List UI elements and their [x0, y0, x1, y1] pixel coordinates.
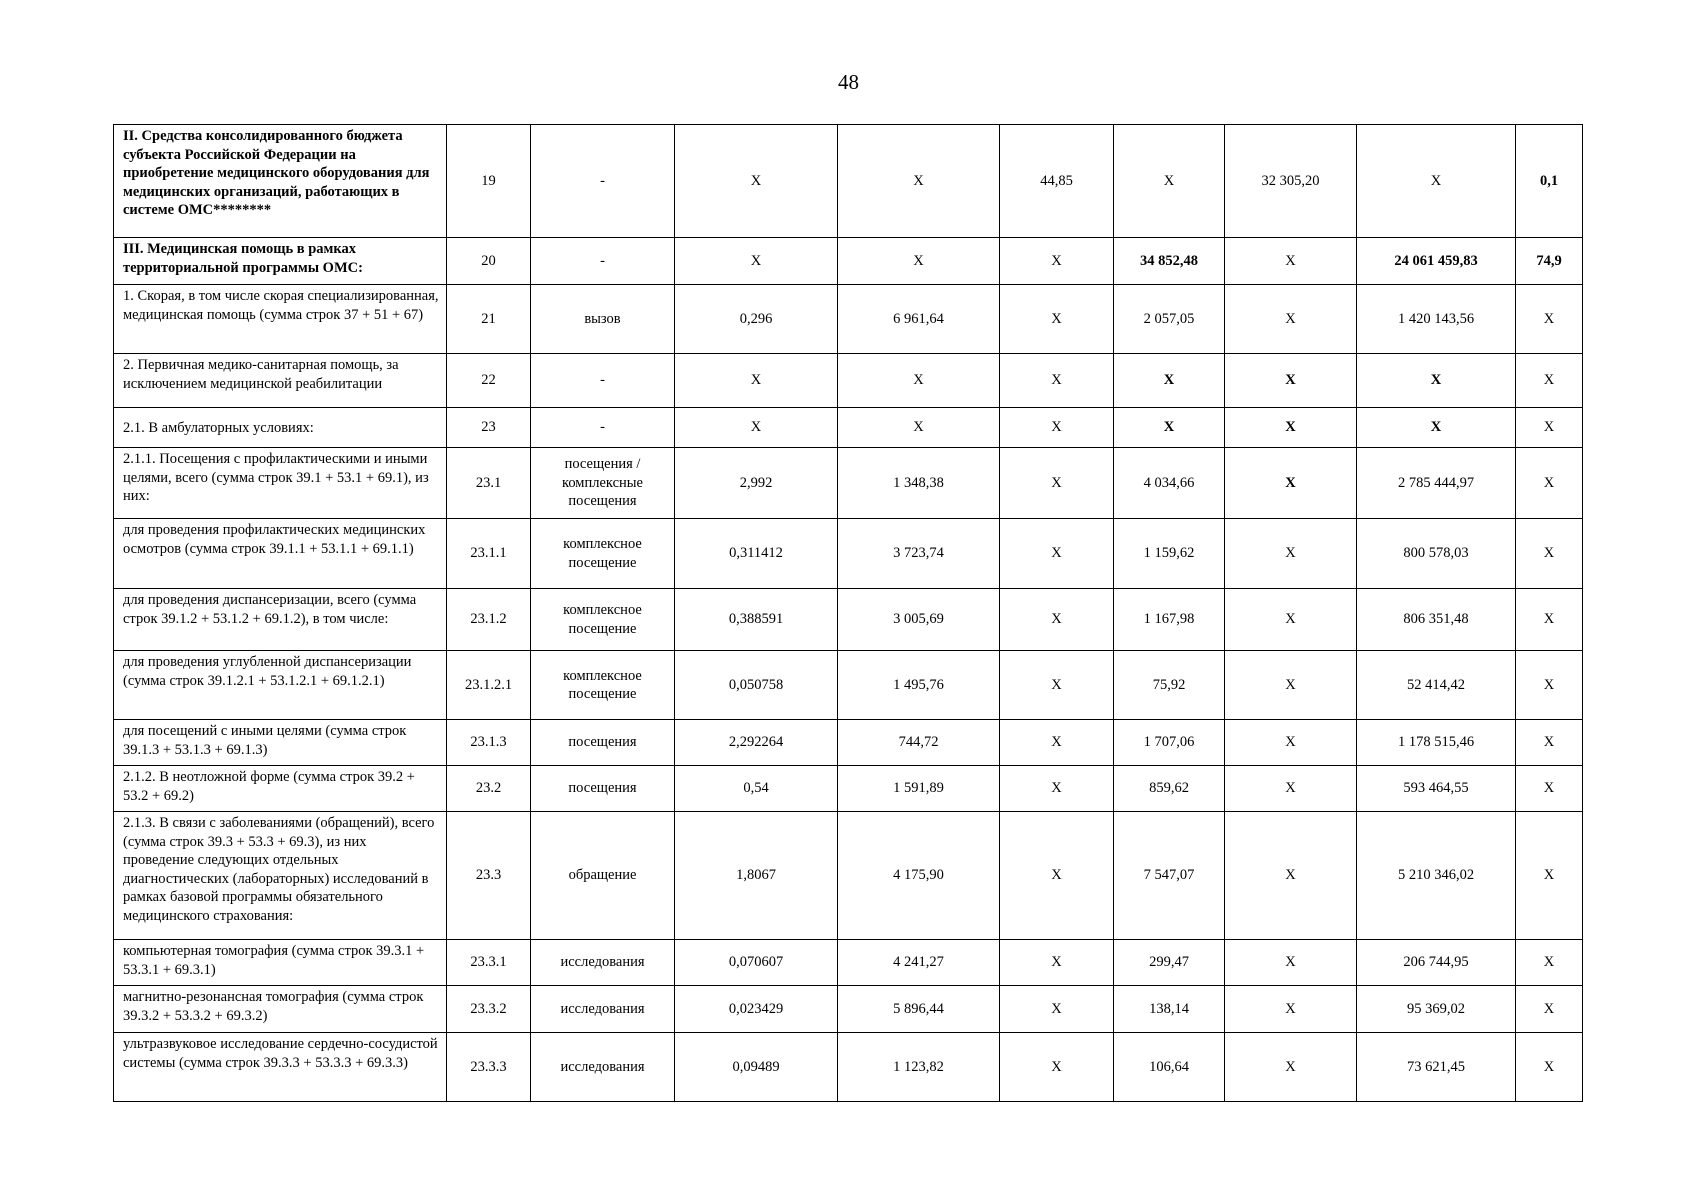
cell-per-capita-oms: 299,47 [1114, 940, 1225, 986]
row-unit: - [531, 408, 675, 448]
cell-share-percent: X [1516, 720, 1583, 766]
cell-total-budget: X [1225, 940, 1357, 986]
table-row [114, 285, 1583, 354]
table-row [114, 589, 1583, 651]
row-name: 2.1. В амбулаторных условиях: [114, 408, 447, 448]
table-row [114, 651, 1583, 720]
cell-share-percent: X [1516, 812, 1583, 940]
row-line-number: 23.3.1 [447, 940, 531, 986]
cell-total-oms: 24 061 459,83 [1357, 238, 1516, 285]
row-line-number: 20 [447, 238, 531, 285]
cell-share-percent: X [1516, 354, 1583, 408]
row-name: компьютерная томография (сумма строк 39.3.1 + 53.3.1 + 69.3.1) [114, 940, 447, 986]
row-unit: - [531, 354, 675, 408]
cell-unit-cost: X [838, 238, 1000, 285]
cell-volume-norm: 0,09489 [675, 1033, 838, 1102]
cell-total-budget: X [1225, 812, 1357, 940]
row-name: 1. Скорая, в том числе скорая специализированная, медицинская помощь (сумма строк 37 + 51 + 67) [114, 285, 447, 354]
cell-share-percent: X [1516, 285, 1583, 354]
row-name: III. Медицинская помощь в рамках территориальной программы ОМС: [114, 238, 447, 285]
cell-per-capita-oms: X [1114, 354, 1225, 408]
cell-per-capita-budget: X [1000, 720, 1114, 766]
row-name: 2.1.3. В связи с заболеваниями (обращений), всего (сумма строк 39.3 + 53.3 + 69.3), из них проведение следующих отдельных диагностических (лабораторных) исследований в рамках базовой программы обязательного медицинского страхования: [114, 812, 447, 940]
cell-per-capita-oms: 75,92 [1114, 651, 1225, 720]
table-row [114, 125, 1583, 238]
cell-share-percent: X [1516, 448, 1583, 519]
table-row [114, 986, 1583, 1033]
cell-total-oms: X [1357, 408, 1516, 448]
cell-total-oms: 95 369,02 [1357, 986, 1516, 1033]
row-unit: комплексное посещение [531, 519, 675, 589]
row-unit: комплексное посещение [531, 589, 675, 651]
cell-volume-norm: 0,311412 [675, 519, 838, 589]
row-unit: обращение [531, 812, 675, 940]
cell-per-capita-oms: 7 547,07 [1114, 812, 1225, 940]
cell-total-oms: 2 785 444,97 [1357, 448, 1516, 519]
cell-volume-norm: 0,54 [675, 766, 838, 812]
cell-unit-cost: 744,72 [838, 720, 1000, 766]
cell-volume-norm: 0,050758 [675, 651, 838, 720]
row-name: II. Средства консолидированного бюджета субъекта Российской Федерации на приобретение медицинского оборудования для медицинских организаций, работающих в системе ОМС******** [114, 125, 447, 238]
cell-total-budget: X [1225, 1033, 1357, 1102]
cell-total-budget: X [1225, 519, 1357, 589]
cell-share-percent: X [1516, 408, 1583, 448]
cell-share-percent: X [1516, 1033, 1583, 1102]
table-row [114, 720, 1583, 766]
cell-per-capita-budget: X [1000, 766, 1114, 812]
cell-volume-norm: X [675, 125, 838, 238]
cell-volume-norm: 2,992 [675, 448, 838, 519]
row-unit: - [531, 238, 675, 285]
cell-unit-cost: 6 961,64 [838, 285, 1000, 354]
cell-per-capita-oms: 859,62 [1114, 766, 1225, 812]
cell-unit-cost: 1 123,82 [838, 1033, 1000, 1102]
row-line-number: 23.3 [447, 812, 531, 940]
cell-share-percent: X [1516, 766, 1583, 812]
cell-per-capita-oms: 4 034,66 [1114, 448, 1225, 519]
cell-total-oms: 73 621,45 [1357, 1033, 1516, 1102]
cell-volume-norm: 1,8067 [675, 812, 838, 940]
program-cost-table [113, 124, 1583, 1102]
cell-total-oms: 5 210 346,02 [1357, 812, 1516, 940]
cell-total-oms: 206 744,95 [1357, 940, 1516, 986]
cell-volume-norm: X [675, 354, 838, 408]
row-unit: - [531, 125, 675, 238]
row-unit: исследования [531, 940, 675, 986]
cell-unit-cost: 4 175,90 [838, 812, 1000, 940]
table-row [114, 519, 1583, 589]
row-name: для проведения профилактических медицинских осмотров (сумма строк 39.1.1 + 53.1.1 + 69.1.1) [114, 519, 447, 589]
cell-total-budget: X [1225, 766, 1357, 812]
row-unit: комплексное посещение [531, 651, 675, 720]
cell-total-budget: X [1225, 408, 1357, 448]
row-line-number: 23.1.1 [447, 519, 531, 589]
row-unit: посещения [531, 766, 675, 812]
cell-per-capita-budget: X [1000, 940, 1114, 986]
row-line-number: 21 [447, 285, 531, 354]
cell-per-capita-oms: 138,14 [1114, 986, 1225, 1033]
row-line-number: 23.1 [447, 448, 531, 519]
row-name: для посещений с иными целями (сумма строк 39.1.3 + 53.1.3 + 69.1.3) [114, 720, 447, 766]
cell-total-oms: 800 578,03 [1357, 519, 1516, 589]
cell-per-capita-oms: 1 707,06 [1114, 720, 1225, 766]
cell-total-oms: 593 464,55 [1357, 766, 1516, 812]
row-unit: посещения / комплексные посещения [531, 448, 675, 519]
cell-volume-norm: 0,070607 [675, 940, 838, 986]
row-line-number: 23.3.2 [447, 986, 531, 1033]
cell-total-budget: X [1225, 589, 1357, 651]
cell-per-capita-budget: X [1000, 238, 1114, 285]
row-line-number: 23.1.2 [447, 589, 531, 651]
cell-per-capita-oms: 1 167,98 [1114, 589, 1225, 651]
cell-per-capita-budget: 44,85 [1000, 125, 1114, 238]
row-name: 2.1.1. Посещения с профилактическими и иными целями, всего (сумма строк 39.1 + 53.1 + 69.1), из них: [114, 448, 447, 519]
cell-per-capita-budget: X [1000, 986, 1114, 1033]
row-unit: исследования [531, 986, 675, 1033]
table-row [114, 354, 1583, 408]
row-name: 2.1.2. В неотложной форме (сумма строк 39.2 + 53.2 + 69.2) [114, 766, 447, 812]
cell-volume-norm: 0,023429 [675, 986, 838, 1033]
row-line-number: 19 [447, 125, 531, 238]
cell-share-percent: X [1516, 589, 1583, 651]
cell-volume-norm: 0,388591 [675, 589, 838, 651]
row-name: ультразвуковое исследование сердечно-сосудистой системы (сумма строк 39.3.3 + 53.3.3 + 69.3.3) [114, 1033, 447, 1102]
cell-per-capita-budget: X [1000, 812, 1114, 940]
cell-total-budget: X [1225, 354, 1357, 408]
table-row [114, 448, 1583, 519]
cell-per-capita-oms: 34 852,48 [1114, 238, 1225, 285]
cell-share-percent: X [1516, 940, 1583, 986]
cell-unit-cost: 3 723,74 [838, 519, 1000, 589]
cell-unit-cost: 1 348,38 [838, 448, 1000, 519]
cell-per-capita-budget: X [1000, 1033, 1114, 1102]
row-line-number: 23.1.2.1 [447, 651, 531, 720]
cell-share-percent: X [1516, 651, 1583, 720]
cell-per-capita-oms: 2 057,05 [1114, 285, 1225, 354]
cell-per-capita-budget: X [1000, 589, 1114, 651]
cell-per-capita-oms: X [1114, 408, 1225, 448]
cell-total-oms: X [1357, 125, 1516, 238]
row-name: магнитно-резонансная томография (сумма строк 39.3.2 + 53.3.2 + 69.3.2) [114, 986, 447, 1033]
cell-share-percent: X [1516, 986, 1583, 1033]
cell-total-oms: 1 178 515,46 [1357, 720, 1516, 766]
cell-per-capita-budget: X [1000, 354, 1114, 408]
cell-total-oms: X [1357, 354, 1516, 408]
cell-per-capita-budget: X [1000, 408, 1114, 448]
cell-unit-cost: 5 896,44 [838, 986, 1000, 1033]
cell-unit-cost: X [838, 354, 1000, 408]
cell-per-capita-budget: X [1000, 519, 1114, 589]
cell-per-capita-oms: X [1114, 125, 1225, 238]
cell-total-budget: X [1225, 720, 1357, 766]
cell-unit-cost: X [838, 125, 1000, 238]
cell-volume-norm: 0,296 [675, 285, 838, 354]
page-number: 48 [838, 70, 859, 94]
cell-unit-cost: 4 241,27 [838, 940, 1000, 986]
cell-per-capita-oms: 106,64 [1114, 1033, 1225, 1102]
row-unit: вызов [531, 285, 675, 354]
cell-total-budget: 32 305,20 [1225, 125, 1357, 238]
cell-volume-norm: X [675, 408, 838, 448]
cell-unit-cost: X [838, 408, 1000, 448]
cell-share-percent: X [1516, 519, 1583, 589]
table-row [114, 1033, 1583, 1102]
cell-unit-cost: 1 591,89 [838, 766, 1000, 812]
table-row [114, 408, 1583, 448]
row-line-number: 23.2 [447, 766, 531, 812]
row-unit: посещения [531, 720, 675, 766]
row-line-number: 22 [447, 354, 531, 408]
table-row [114, 940, 1583, 986]
row-line-number: 23.3.3 [447, 1033, 531, 1102]
cell-volume-norm: 2,292264 [675, 720, 838, 766]
row-line-number: 23 [447, 408, 531, 448]
cell-total-budget: X [1225, 986, 1357, 1033]
cell-share-percent: 0,1 [1516, 125, 1583, 238]
cell-per-capita-oms: 1 159,62 [1114, 519, 1225, 589]
cell-total-budget: X [1225, 285, 1357, 354]
cell-total-oms: 52 414,42 [1357, 651, 1516, 720]
cell-per-capita-budget: X [1000, 651, 1114, 720]
cell-total-budget: X [1225, 448, 1357, 519]
table-row [114, 766, 1583, 812]
cell-total-budget: X [1225, 238, 1357, 285]
cell-unit-cost: 1 495,76 [838, 651, 1000, 720]
cell-volume-norm: X [675, 238, 838, 285]
cell-per-capita-budget: X [1000, 285, 1114, 354]
table-row [114, 812, 1583, 940]
row-unit: исследования [531, 1033, 675, 1102]
cell-total-oms: 1 420 143,56 [1357, 285, 1516, 354]
table-row [114, 238, 1583, 285]
cell-total-oms: 806 351,48 [1357, 589, 1516, 651]
cell-unit-cost: 3 005,69 [838, 589, 1000, 651]
row-name: для проведения диспансеризации, всего (сумма строк 39.1.2 + 53.1.2 + 69.1.2), в том числе: [114, 589, 447, 651]
cell-total-budget: X [1225, 651, 1357, 720]
cell-share-percent: 74,9 [1516, 238, 1583, 285]
row-name: для проведения углубленной диспансеризации (сумма строк 39.1.2.1 + 53.1.2.1 + 69.1.2.1) [114, 651, 447, 720]
cell-per-capita-budget: X [1000, 448, 1114, 519]
row-name: 2. Первичная медико-санитарная помощь, за исключением медицинской реабилитации [114, 354, 447, 408]
row-line-number: 23.1.3 [447, 720, 531, 766]
